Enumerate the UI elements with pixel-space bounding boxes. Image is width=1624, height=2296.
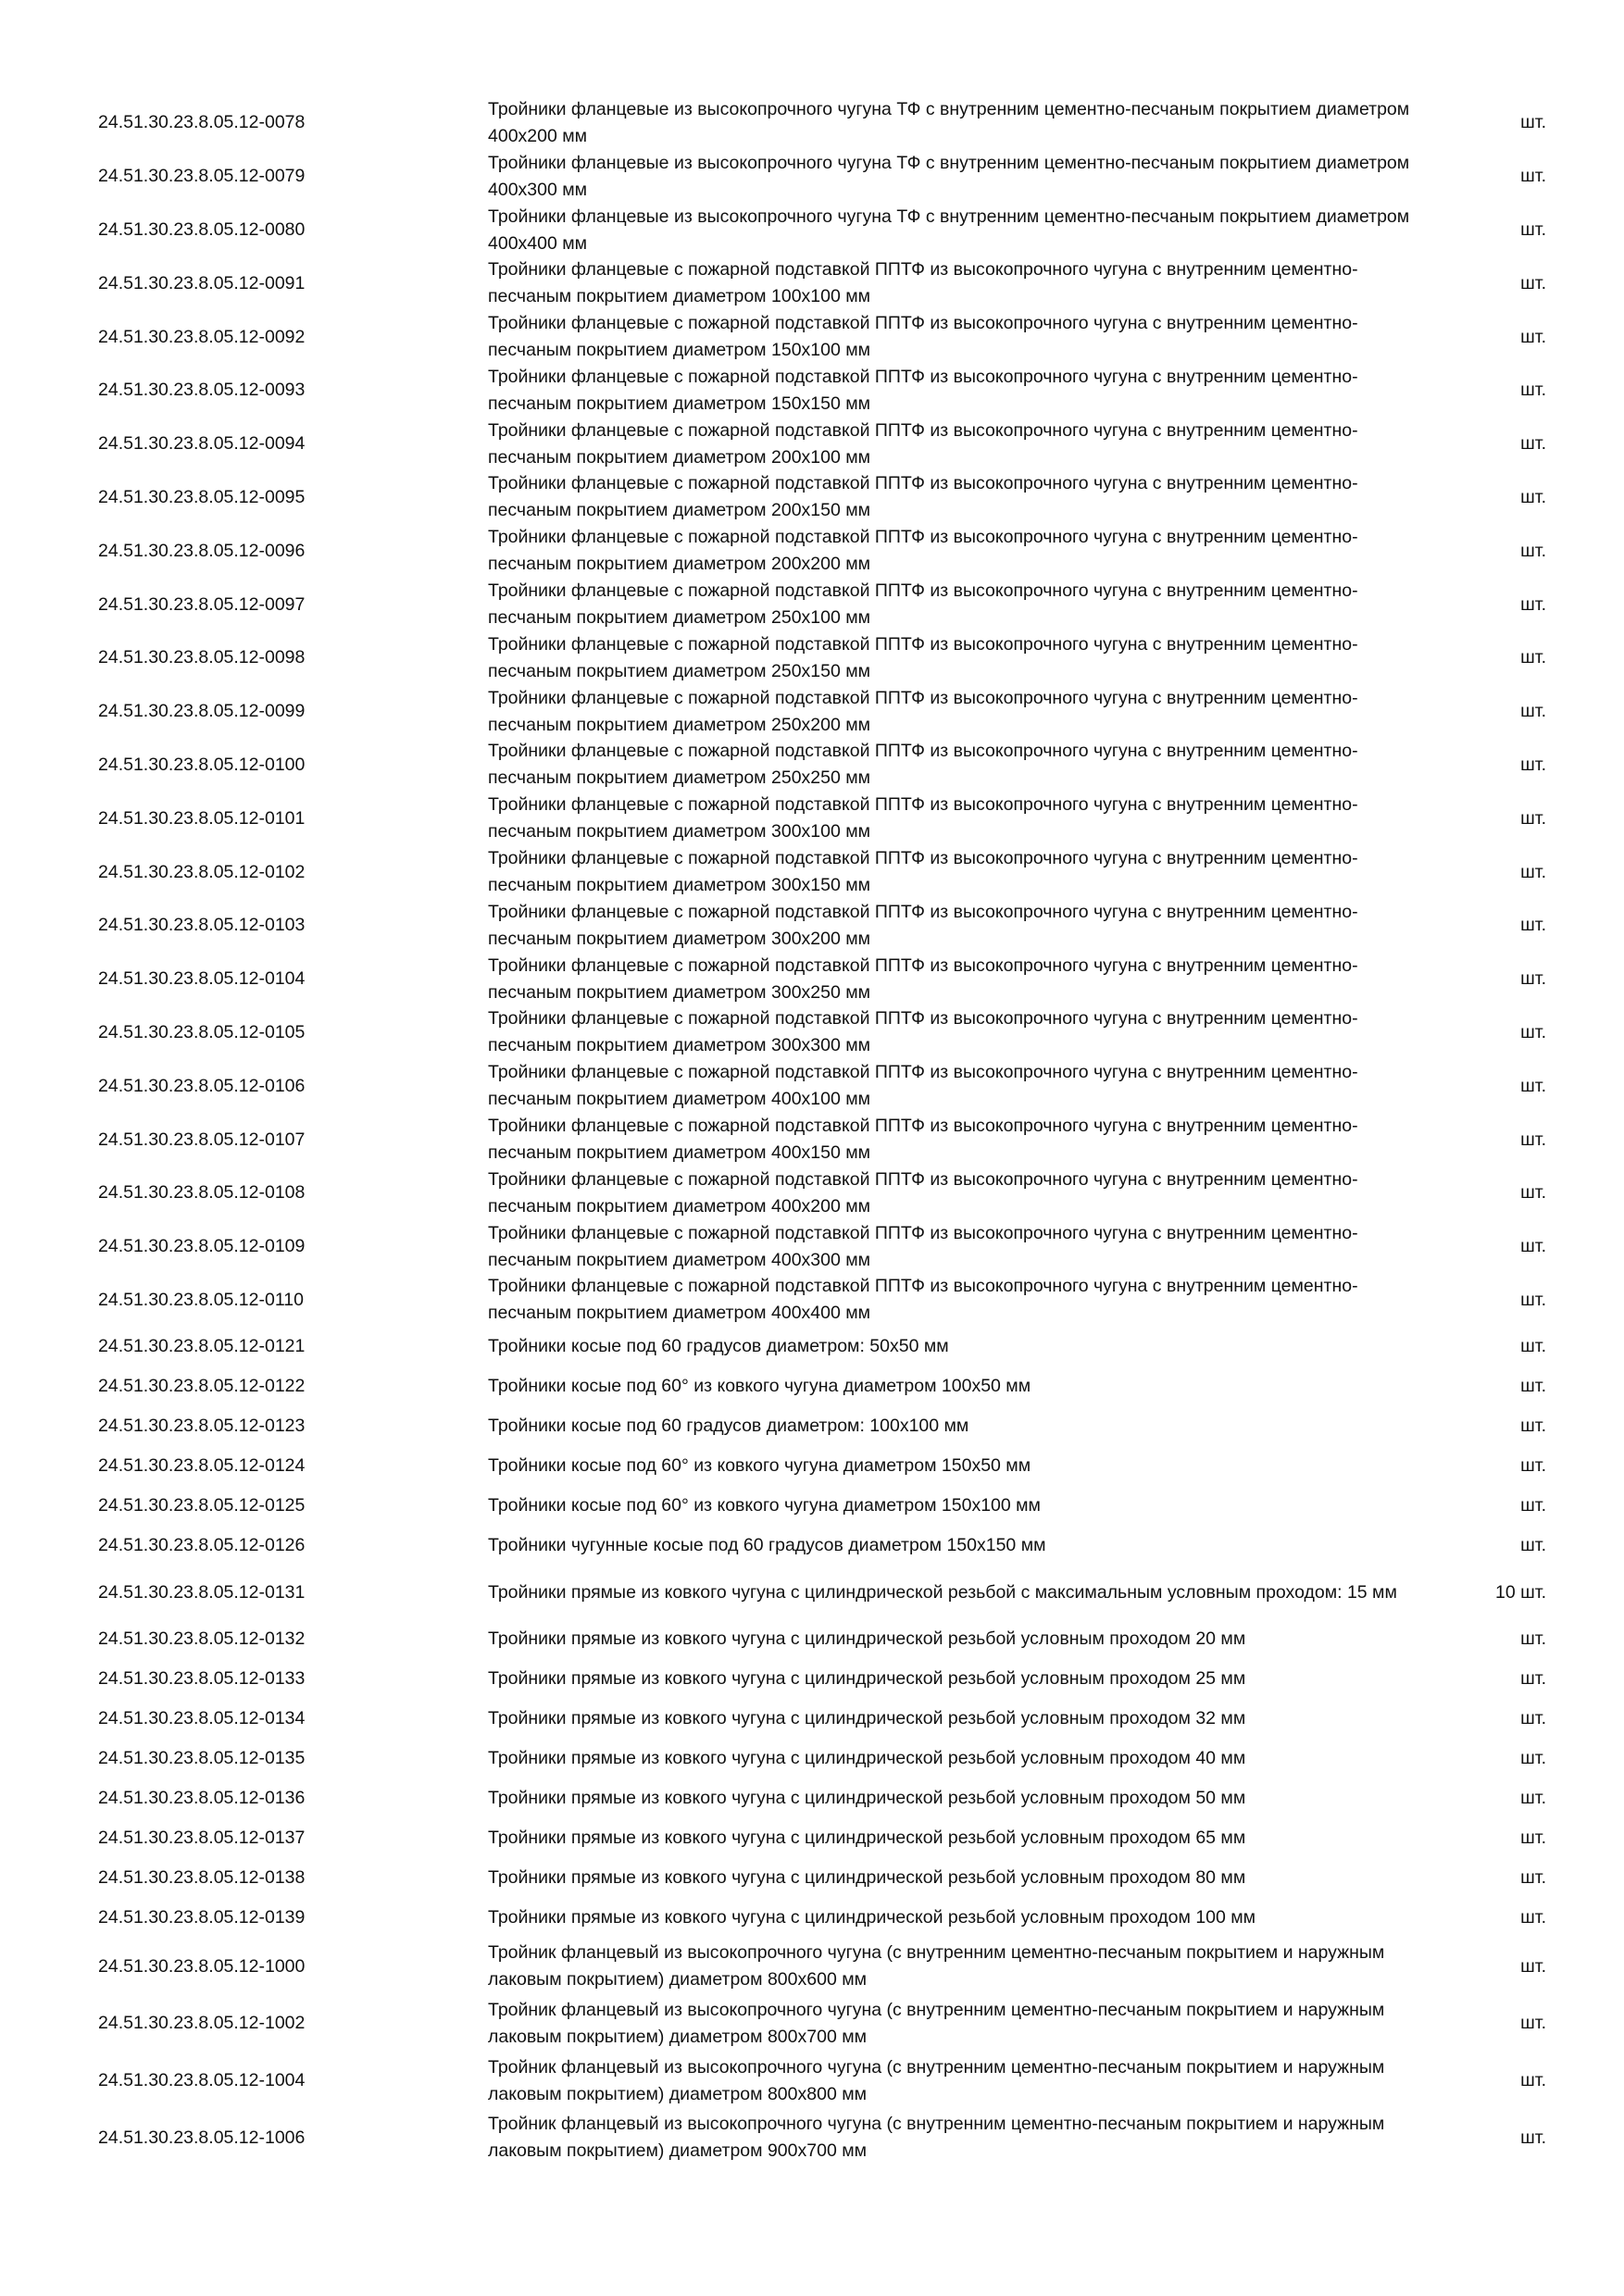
table-row (0, 471, 1624, 525)
table-row (0, 953, 1624, 1006)
table-row (0, 739, 1624, 792)
row-code: 24.51.30.23.8.05.12-0136 (98, 1788, 306, 1809)
row-description: Тройник фланцевый из высокопрочного чугуна (с внутренним цементно-песчаным покрытием и наружным лаковым покрытием) диаметром 800х600 мм (488, 1942, 1385, 1990)
row-unit: шт. (1520, 272, 1546, 293)
row-code: 24.51.30.23.8.05.12-0103 (98, 915, 306, 936)
row-description: Тройники фланцевые с пожарной подставкой ППТФ из высокопрочного чугуна с внутренним цементно-песчаным покрытием диаметром 400х400 мм (488, 1276, 1358, 1324)
row-code: 24.51.30.23.8.05.12-0125 (98, 1495, 306, 1516)
row-unit: шт. (1520, 540, 1546, 561)
row-description: Тройники прямые из ковкого чугуна с цилиндрической резьбой условным проходом 32 мм (488, 1708, 1246, 1729)
row-code: 24.51.30.23.8.05.12-0100 (98, 754, 306, 775)
row-code: 24.51.30.23.8.05.12-0138 (98, 1867, 306, 1889)
row-code: 24.51.30.23.8.05.12-0107 (98, 1129, 306, 1150)
row-unit: шт. (1520, 1708, 1546, 1729)
row-code: 24.51.30.23.8.05.12-0092 (98, 326, 306, 347)
row-description: Тройники фланцевые с пожарной подставкой ППТФ из высокопрочного чугуна с внутренним цементно-песчаным покрытием диаметром 250х150 мм (488, 633, 1358, 681)
table-row (0, 1699, 1624, 1739)
row-description: Тройники фланцевые с пожарной подставкой ППТФ из высокопрочного чугуна с внутренним цементно-песчаным покрытием диаметром 200х200 мм (488, 527, 1358, 575)
row-unit: шт. (1520, 1021, 1546, 1042)
row-code: 24.51.30.23.8.05.12-0094 (98, 433, 306, 455)
row-unit: шт. (1520, 1336, 1546, 1357)
row-code: 24.51.30.23.8.05.12-0122 (98, 1376, 306, 1397)
table-row (0, 1938, 1624, 1995)
row-unit: шт. (1520, 2013, 1546, 2034)
row-code: 24.51.30.23.8.05.12-0096 (98, 540, 306, 561)
row-unit: шт. (1520, 1129, 1546, 1150)
row-unit: шт. (1520, 861, 1546, 882)
row-description: Тройники косые под 60° из ковкого чугуна диаметром 150х100 мм (488, 1495, 1041, 1516)
table-row (0, 1898, 1624, 1938)
row-code: 24.51.30.23.8.05.12-0106 (98, 1075, 306, 1096)
row-unit: шт. (1520, 1788, 1546, 1809)
row-description: Тройники чугунные косые под 60 градусов диаметром 150х150 мм (488, 1535, 1046, 1556)
row-description: Тройники фланцевые с пожарной подставкой ППТФ из высокопрочного чугуна с внутренним цементно-песчаным покрытием диаметром 400х200 мм (488, 1168, 1358, 1217)
row-unit: шт. (1520, 326, 1546, 347)
row-code: 24.51.30.23.8.05.12-0124 (98, 1455, 306, 1477)
row-code: 24.51.30.23.8.05.12-1004 (98, 2070, 306, 2091)
row-code: 24.51.30.23.8.05.12-0126 (98, 1535, 306, 1556)
table-row (0, 1006, 1624, 1060)
row-code: 24.51.30.23.8.05.12-0139 (98, 1907, 306, 1928)
row-description: Тройники фланцевые с пожарной подставкой ППТФ из высокопрочного чугуна с внутренним цементно-песчаным покрытием диаметром 150х100 мм (488, 313, 1358, 361)
row-code: 24.51.30.23.8.05.12-0079 (98, 166, 306, 187)
table-row (0, 1327, 1624, 1366)
row-code: 24.51.30.23.8.05.12-0135 (98, 1748, 306, 1769)
row-code: 24.51.30.23.8.05.12-0131 (98, 1581, 306, 1603)
table-row (0, 524, 1624, 578)
row-unit: шт. (1520, 1182, 1546, 1204)
row-code: 24.51.30.23.8.05.12-0105 (98, 1021, 306, 1042)
row-code: 24.51.30.23.8.05.12-0133 (98, 1668, 306, 1690)
row-description: Тройники фланцевые с пожарной подставкой ППТФ из высокопрочного чугуна с внутренним цементно-песчаным покрытием диаметром 250х100 мм (488, 580, 1358, 629)
row-description: Тройники фланцевые из высокопрочного чугуна ТФ с внутренним цементно-песчаным покрытием диаметром 400х400 мм (488, 206, 1410, 254)
row-code: 24.51.30.23.8.05.12-0080 (98, 218, 306, 240)
row-unit: шт. (1520, 2127, 1546, 2148)
row-code: 24.51.30.23.8.05.12-0101 (98, 807, 306, 829)
row-description: Тройник фланцевый из высокопрочного чугуна (с внутренним цементно-песчаным покрытием и наружным лаковым покрытием) диаметром 800х800 мм (488, 2056, 1385, 2104)
table-row (0, 310, 1624, 364)
row-description: Тройники фланцевые с пожарной подставкой ППТФ из высокопрочного чугуна с внутренним цементно-песчаным покрытием диаметром 250х200 мм (488, 687, 1358, 735)
row-description: Тройник фланцевый из высокопрочного чугуна (с внутренним цементно-песчаным покрытием и наружным лаковым покрытием) диаметром 800х700 мм (488, 1999, 1385, 2047)
row-description: Тройники фланцевые с пожарной подставкой ППТФ из высокопрочного чугуна с внутренним цементно-песчаным покрытием диаметром 100х100 мм (488, 259, 1358, 307)
row-code: 24.51.30.23.8.05.12-0132 (98, 1628, 306, 1650)
table-row (0, 1059, 1624, 1113)
row-code: 24.51.30.23.8.05.12-0137 (98, 1828, 306, 1849)
table-row (0, 1995, 1624, 2053)
row-description: Тройники фланцевые с пожарной подставкой ППТФ из высокопрочного чугуна с внутренним цементно-песчаным покрытием диаметром 300х300 мм (488, 1008, 1358, 1056)
row-description: Тройники прямые из ковкого чугуна с цилиндрической резьбой условным проходом 65 мм (488, 1828, 1246, 1849)
row-description: Тройники косые под 60 градусов диаметром: 100х100 мм (488, 1416, 969, 1437)
row-description: Тройники фланцевые с пожарной подставкой ППТФ из высокопрочного чугуна с внутренним цементно-песчаным покрытием диаметром 300х200 мм (488, 901, 1358, 949)
table-row (0, 1566, 1624, 1619)
row-unit: шт. (1520, 1907, 1546, 1928)
table-row (0, 1739, 1624, 1778)
row-unit: шт. (1520, 1376, 1546, 1397)
catalog-table (0, 96, 1624, 2166)
row-unit: шт. (1520, 1867, 1546, 1889)
table-row (0, 1113, 1624, 1167)
table-row (0, 578, 1624, 631)
table-row (0, 418, 1624, 471)
row-unit: шт. (1520, 1748, 1546, 1769)
row-unit: шт. (1520, 1075, 1546, 1096)
row-description: Тройники прямые из ковкого чугуна с цилиндрической резьбой условным проходом 25 мм (488, 1668, 1246, 1690)
table-row (0, 899, 1624, 953)
row-code: 24.51.30.23.8.05.12-0123 (98, 1416, 306, 1437)
table-row (0, 1220, 1624, 1274)
row-description: Тройники косые под 60 градусов диаметром: 50х50 мм (488, 1336, 949, 1357)
table-row (0, 685, 1624, 739)
table-row (0, 256, 1624, 310)
table-row (0, 150, 1624, 204)
table-row (0, 792, 1624, 845)
table-row (0, 1366, 1624, 1406)
row-unit: шт. (1520, 1828, 1546, 1849)
row-description: Тройник фланцевый из высокопрочного чугуна (с внутренним цементно-песчаным покрытием и наружным лаковым покрытием) диаметром 900х700 мм (488, 2114, 1385, 2162)
row-description: Тройники фланцевые с пожарной подставкой ППТФ из высокопрочного чугуна с внутренним цементно-песчаным покрытием диаметром 200х100 мм (488, 419, 1358, 468)
table-row (0, 204, 1624, 257)
row-description: Тройники косые под 60° из ковкого чугуна диаметром 100х50 мм (488, 1376, 1031, 1397)
table-row (0, 1619, 1624, 1659)
row-unit: шт. (1520, 1289, 1546, 1310)
table-row (0, 631, 1624, 685)
row-description: Тройники прямые из ковкого чугуна с цилиндрической резьбой условным проходом 80 мм (488, 1867, 1246, 1889)
row-unit: шт. (1520, 112, 1546, 133)
row-description: Тройники фланцевые с пожарной подставкой ППТФ из высокопрочного чугуна с внутренним цементно-песчаным покрытием диаметром 300х250 мм (488, 955, 1358, 1003)
row-code: 24.51.30.23.8.05.12-1000 (98, 1955, 306, 1977)
row-code: 24.51.30.23.8.05.12-0102 (98, 861, 306, 882)
row-description: Тройники фланцевые из высокопрочного чугуна ТФ с внутренним цементно-песчаным покрытием диаметром 400х300 мм (488, 152, 1410, 200)
row-description: Тройники фланцевые с пожарной подставкой ППТФ из высокопрочного чугуна с внутренним цементно-песчаным покрытием диаметром 400х300 мм (488, 1222, 1358, 1270)
table-row (0, 1818, 1624, 1858)
table-row (0, 1274, 1624, 1328)
row-code: 24.51.30.23.8.05.12-0108 (98, 1182, 306, 1204)
row-unit: шт. (1520, 807, 1546, 829)
table-row (0, 1858, 1624, 1898)
row-unit: шт. (1520, 486, 1546, 507)
table-row (0, 96, 1624, 150)
row-description: Тройники прямые из ковкого чугуна с цилиндрической резьбой условным проходом 20 мм (488, 1628, 1246, 1650)
row-unit: шт. (1520, 1668, 1546, 1690)
row-unit: шт. (1520, 593, 1546, 615)
row-description: Тройники фланцевые с пожарной подставкой ППТФ из высокопрочного чугуна с внутренним цементно-песчаным покрытием диаметром 250х250 мм (488, 741, 1358, 789)
row-code: 24.51.30.23.8.05.12-0097 (98, 593, 306, 615)
row-description: Тройники прямые из ковкого чугуна с цилиндрической резьбой условным проходом 40 мм (488, 1748, 1246, 1769)
row-unit: шт. (1520, 1535, 1546, 1556)
row-code: 24.51.30.23.8.05.12-1006 (98, 2127, 306, 2148)
row-unit: шт. (1520, 218, 1546, 240)
row-unit: 10 шт. (1495, 1581, 1546, 1603)
row-description: Тройники фланцевые с пожарной подставкой ППТФ из высокопрочного чугуна с внутренним цементно-песчаным покрытием диаметром 300х150 мм (488, 848, 1358, 896)
row-unit: шт. (1520, 1628, 1546, 1650)
row-unit: шт. (1520, 166, 1546, 187)
row-code: 24.51.30.23.8.05.12-0121 (98, 1336, 306, 1357)
row-description: Тройники фланцевые из высокопрочного чугуна ТФ с внутренним цементно-песчаным покрытием диаметром 400х200 мм (488, 98, 1410, 146)
row-code: 24.51.30.23.8.05.12-0078 (98, 112, 306, 133)
row-description: Тройники прямые из ковкого чугуна с цилиндрической резьбой условным проходом 50 мм (488, 1788, 1246, 1809)
row-description: Тройники прямые из ковкого чугуна с цилиндрической резьбой с максимальным условным проходом: 15 мм (488, 1581, 1397, 1603)
row-unit: шт. (1520, 647, 1546, 668)
row-unit: шт. (1520, 754, 1546, 775)
table-row (0, 2110, 1624, 2167)
row-unit: шт. (1520, 1416, 1546, 1437)
row-unit: шт. (1520, 2070, 1546, 2091)
table-row (0, 1486, 1624, 1526)
row-unit: шт. (1520, 701, 1546, 722)
table-row (0, 845, 1624, 899)
row-description: Тройники косые под 60° из ковкого чугуна диаметром 150х50 мм (488, 1455, 1031, 1477)
row-code: 24.51.30.23.8.05.12-0091 (98, 272, 306, 293)
row-unit: шт. (1520, 433, 1546, 455)
table-row (0, 1778, 1624, 1818)
table-row (0, 1406, 1624, 1446)
row-description: Тройники фланцевые с пожарной подставкой ППТФ из высокопрочного чугуна с внутренним цементно-песчаным покрытием диаметром 400х150 мм (488, 1116, 1358, 1164)
row-description: Тройники фланцевые с пожарной подставкой ППТФ из высокопрочного чугуна с внутренним цементно-песчаным покрытием диаметром 300х100 мм (488, 794, 1358, 842)
row-code: 24.51.30.23.8.05.12-0109 (98, 1236, 306, 1257)
row-description: Тройники фланцевые с пожарной подставкой ППТФ из высокопрочного чугуна с внутренним цементно-песчаным покрытием диаметром 200х150 мм (488, 473, 1358, 521)
row-description: Тройники фланцевые с пожарной подставкой ППТФ из высокопрочного чугуна с внутренним цементно-песчаным покрытием диаметром 400х100 мм (488, 1062, 1358, 1110)
row-code: 24.51.30.23.8.05.12-0104 (98, 968, 306, 990)
row-code: 24.51.30.23.8.05.12-0134 (98, 1708, 306, 1729)
table-row (0, 1526, 1624, 1566)
table-row (0, 1659, 1624, 1699)
row-unit: шт. (1520, 1495, 1546, 1516)
row-description: Тройники прямые из ковкого чугуна с цилиндрической резьбой условным проходом 100 мм (488, 1907, 1256, 1928)
row-code: 24.51.30.23.8.05.12-0099 (98, 701, 306, 722)
row-unit: шт. (1520, 1955, 1546, 1977)
table-row (0, 364, 1624, 418)
table-row (0, 1167, 1624, 1220)
row-code: 24.51.30.23.8.05.12-0095 (98, 486, 306, 507)
row-description: Тройники фланцевые с пожарной подставкой ППТФ из высокопрочного чугуна с внутренним цементно-песчаным покрытием диаметром 150х150 мм (488, 366, 1358, 414)
row-code: 24.51.30.23.8.05.12-1002 (98, 2013, 306, 2034)
row-unit: шт. (1520, 1236, 1546, 1257)
table-row (0, 1446, 1624, 1486)
row-code: 24.51.30.23.8.05.12-0098 (98, 647, 306, 668)
table-row (0, 2053, 1624, 2110)
row-unit: шт. (1520, 1455, 1546, 1477)
row-unit: шт. (1520, 915, 1546, 936)
row-unit: шт. (1520, 968, 1546, 990)
row-unit: шт. (1520, 380, 1546, 401)
row-code: 24.51.30.23.8.05.12-0110 (98, 1289, 304, 1310)
row-code: 24.51.30.23.8.05.12-0093 (98, 380, 306, 401)
